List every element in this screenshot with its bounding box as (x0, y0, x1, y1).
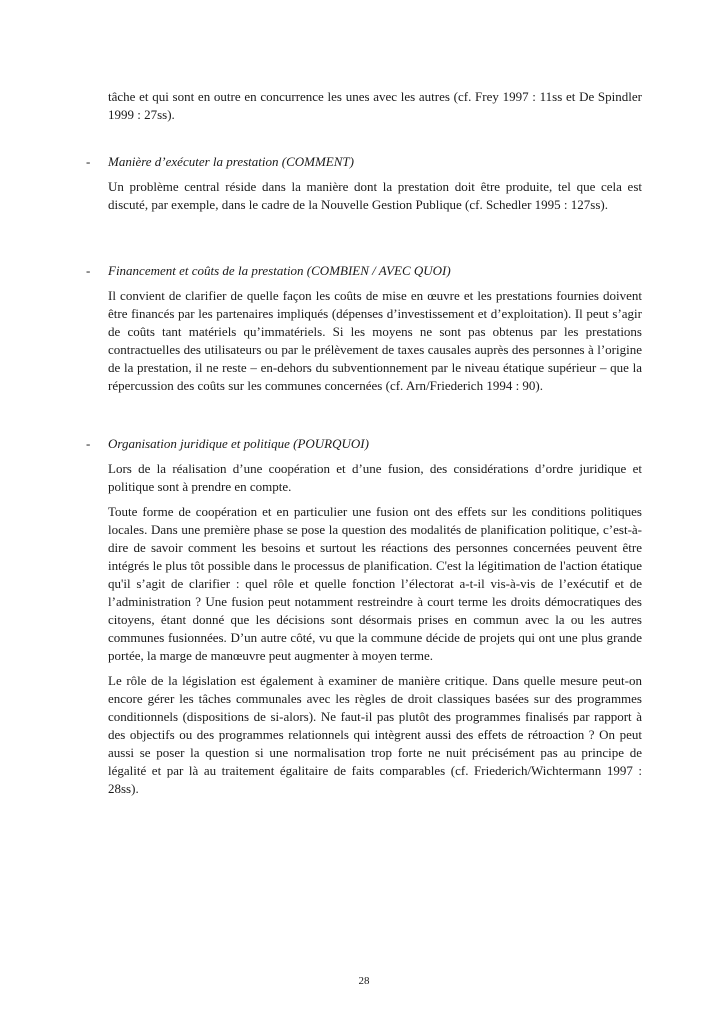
bullet-dash: - (86, 436, 91, 451)
intro-paragraph: tâche et qui sont en outre en concurrence les unes avec les autres (cf. Frey 1997 : 11ss et De Spindler 1999 : 27ss). (108, 89, 642, 122)
section-paragraph: Toute forme de coopération et en particulier une fusion ont des effets sur les conditions politiques locales. Dans une première phase se pose la question des modalités de planification politique, c’est-à-dire de savoir comment les besoins et surtout les réactions des personnes concernées peuvent être intégrés le plus tôt possible dans le processus de planification. C'est la légitimation de l'action étatique qu'il s’agit de clarifier : quel rôle et quelle fonction l’électorat a-t-il vis-à-vis de l’exécutif et de l’administration ? Une fusion peut notamment restreindre à court terme les droits démocratiques des citoyens, étant donné que les décisions sont désormais prises en commun avec la ou les autres communes fusionnées. D’un autre côté, vu que la commune décide de projets qui ont une plus grande portée, la marge de manœuvre peut augmenter à moyen terme. (108, 504, 642, 663)
section-paragraph: Un problème central réside dans la manière dont la prestation doit être produite, tel que cela est discuté, par exemple, dans le cadre de la Nouvelle Gestion Publique (cf. Schedler 1995 : 127ss). (108, 179, 642, 212)
section-heading-pourquoi (86, 435, 642, 453)
bullet-dash: - (86, 154, 91, 169)
section-heading-combien (86, 262, 642, 280)
section-paragraph: Lors de la réalisation d’une coopération et d’une fusion, des considérations d’ordre juridique et politique sont à prendre en compte. (108, 461, 642, 494)
section-title: Manière d’exécuter la prestation (COMMENT) (108, 154, 354, 169)
page-number: 28 (358, 975, 370, 987)
bullet-dash: - (86, 263, 91, 278)
section-title: Organisation juridique et politique (POURQUOI) (108, 436, 369, 451)
section-paragraph: Le rôle de la législation est également à examiner de manière critique. Dans quelle mesure peut-on encore gérer les tâches communales avec les règles de droit classiques basées sur des programmes conditionnels (dispositions de si-alors). Ne faut-il pas plutôt des programmes finalisés par rapport à des objectifs ou des programmes relationnels qui intègrent aussi des effets de rétroaction ? On peut aussi se poser la question si une normalisation trop forte ne nuit précisément pas au principe de légalité et par là au traitement égalitaire de faits comparables (cf. Friederich/Wichtermann 1997 : 28ss). (108, 673, 642, 796)
section-title: Financement et coûts de la prestation (COMBIEN / AVEC QUOI) (108, 263, 451, 278)
section-paragraph: Il convient de clarifier de quelle façon les coûts de mise en œuvre et les prestations fournies doivent être financés par les partenaires impliqués (dépenses d’investissement et d’exploitation). Il peut s’agir de coûts tant matériels qu’immatériels. Si les moyens ne sont pas obtenus par les prestations contractuelles des utilisateurs ou par le prélèvement de taxes causales auprès des personnes à l’origine de la prestation, il ne reste – en-dehors du subventionnement par le niveau étatique supérieur – que la répercussion des coûts sur les communes concernées (cf. Arn/Friederich 1994 : 90). (108, 288, 642, 393)
section-heading-comment (86, 153, 642, 171)
